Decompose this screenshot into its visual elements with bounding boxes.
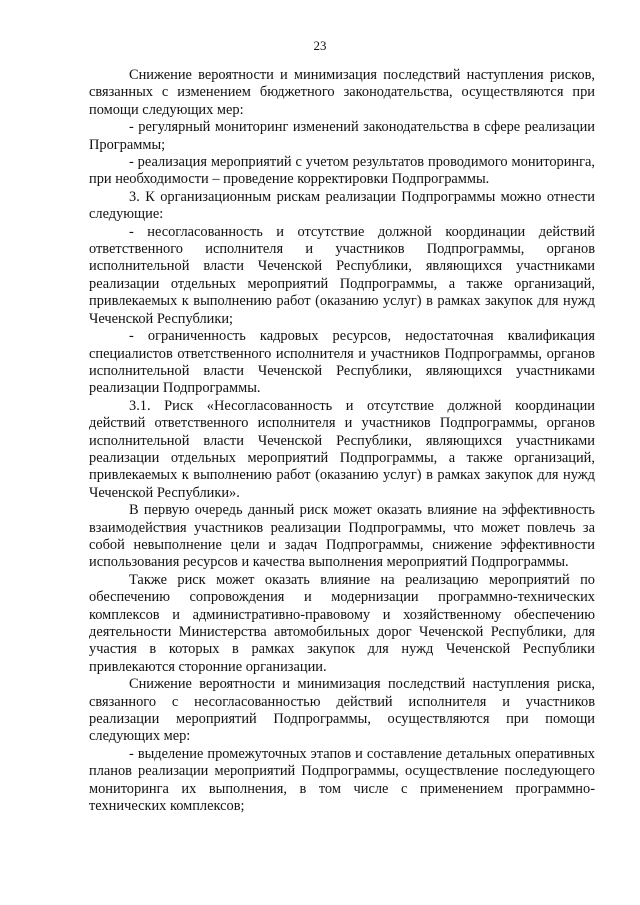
paragraph-organizational-risks: 3. К организационным рискам реализации Подпрограммы можно отнести следующие: xyxy=(89,188,595,223)
paragraph-risk-mitigation-coordination: Снижение вероятности и минимизация последствий наступления риска, связанного с несогласованностью действий исполнителя и участников реализации мероприятий Подпрограммы, осуществляются при помощи следующих мер: xyxy=(89,676,595,745)
paragraph-measure-stages: - выделение промежуточных этапов и составление детальных оперативных планов реализации мероприятий Подпрограммы, осуществление последующего мониторинга их выполнения, в том числе с применением программно-технических комплексов; xyxy=(89,745,595,815)
paragraph-risk-coordination: - несогласованность и отсутствие должной координации действий ответственного исполнителя и участников Подпрограммы, органов исполнительной власти Чеченской Республики, являющихся участниками реализации отдельных мероприятий Подпрограммы, а также организаций, привлекаемых к выполнению работ (оказанию услуг) в рамках закупок для нужд Чеченской Республики; xyxy=(89,223,595,327)
paragraph-risk-3-1: 3.1. Риск «Несогласованность и отсутствие должной координации действий ответственного исполнителя и участников Подпрограммы, органов исполнительной власти Чеченской Республики, являющихся участниками реализации отдельных мероприятий Подпрограммы, а также организаций, привлекаемых к выполнению работ (оказанию услуг) в рамках закупок для нужд Чеченской Республики». xyxy=(89,397,595,501)
paragraph-measure-correction: - реализация мероприятий с учетом результатов проводимого мониторинга, при необходимости – проведение корректировки Подпрограммы. xyxy=(89,154,595,188)
page-number: 23 xyxy=(313,38,327,53)
paragraph-measure-monitoring: - регулярный мониторинг изменений законодательства в сфере реализации Программы; xyxy=(89,119,595,153)
document-body xyxy=(89,67,595,815)
paragraph-risk-mitigation-intro: Снижение вероятности и минимизация последствий наступления рисков, связанных с изменением бюджетного законодательства, осуществляются при помощи следующих мер: xyxy=(89,67,595,118)
paragraph-risk-staffing: - ограниченность кадровых ресурсов, недостаточная квалификация специалистов ответственного исполнителя и участников Подпрограммы, органов исполнительной власти Чеченской Республики, являющихся участниками реализации Подпрограммы. xyxy=(89,328,595,397)
paragraph-risk-impact: В первую очередь данный риск может оказать влияние на эффективность взаимодействия участников реализации Подпрограммы, что может повлечь за собой невыполнение цели и задач Подпрограммы, снижение эффективности использования ресурсов и качества выполнения мероприятий Подпрограммы. xyxy=(89,502,595,571)
paragraph-risk-impact-additional: Также риск может оказать влияние на реализацию мероприятий по обеспечению сопровождения и модернизации программно-технических комплексов и административно-правовому и хозяйственному обеспечению деятельности Министерства автомобильных дорог Чеченской Республики, для участия в которых в рамках закупок для нужд Чеченской Республики привлекаются сторонние организации. xyxy=(89,571,595,675)
